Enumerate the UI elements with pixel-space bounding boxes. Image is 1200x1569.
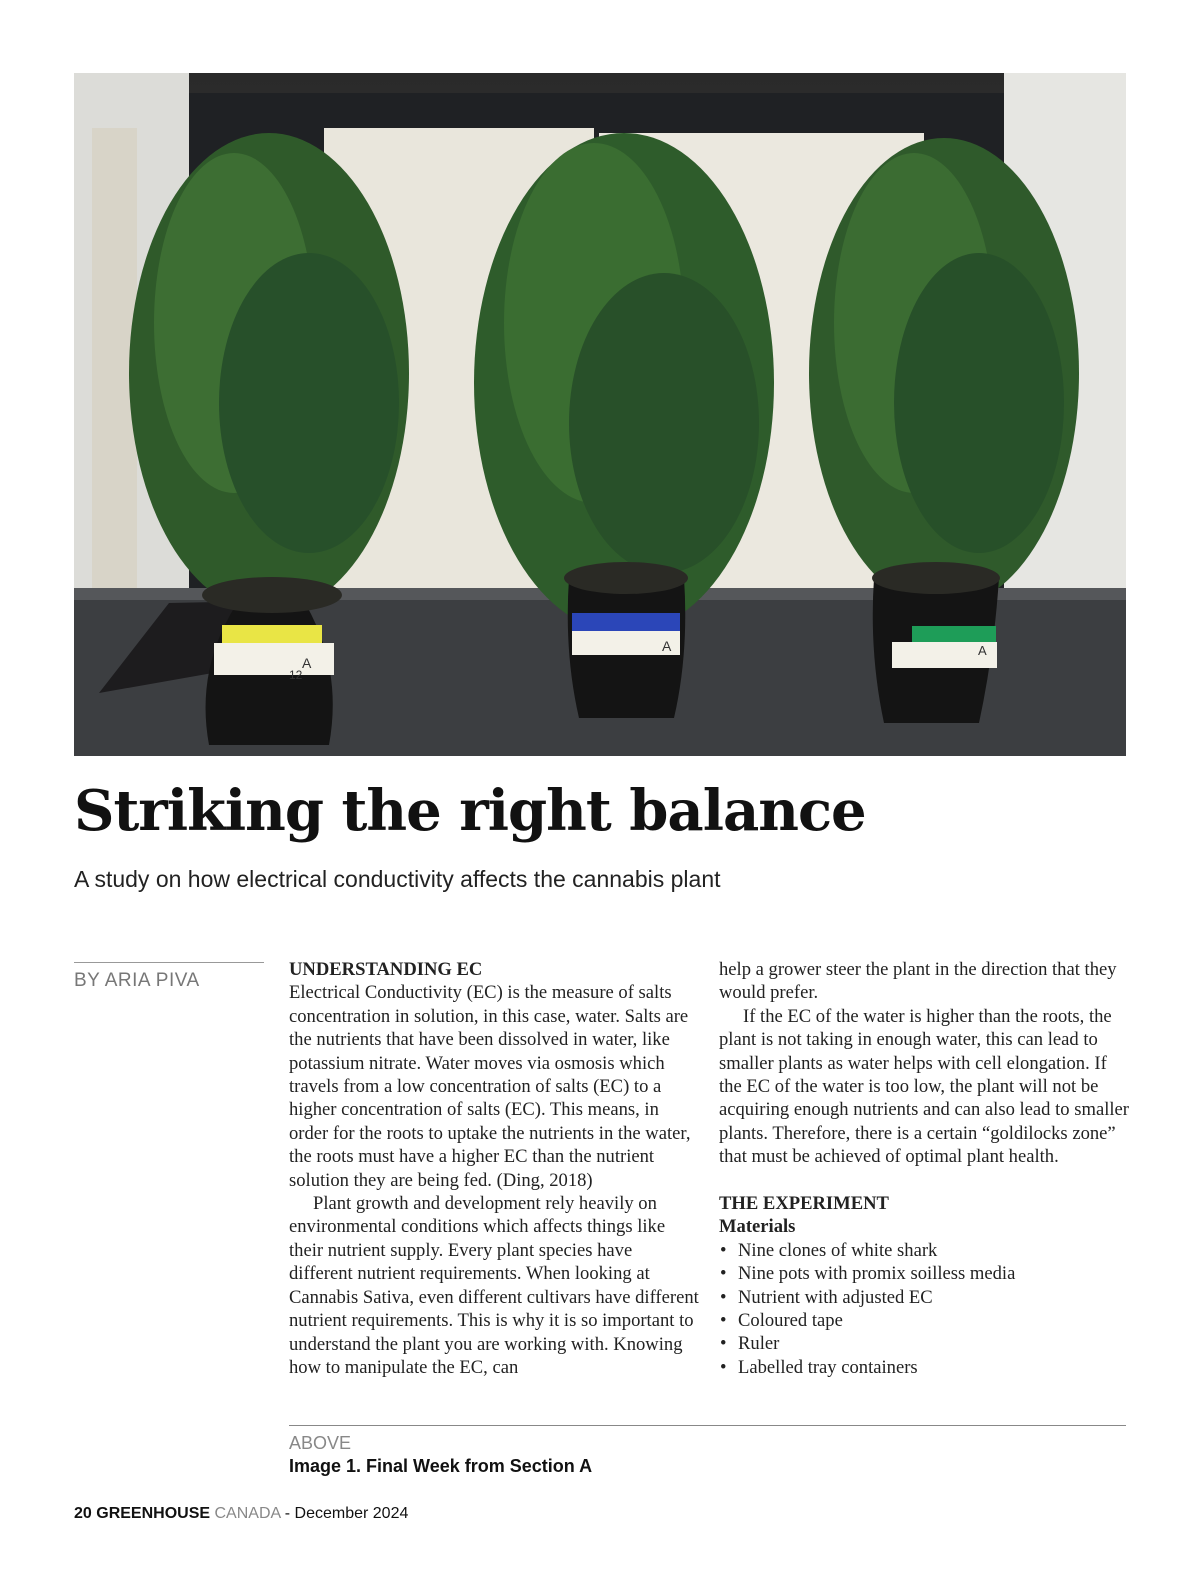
svg-text:A: A	[978, 643, 987, 658]
byline-divider	[74, 962, 264, 963]
caption-label: ABOVE	[289, 1433, 352, 1453]
article-subtitle: A study on how electrical conductivity affects the cannabis plant	[74, 866, 721, 892]
materials-list	[719, 1239, 1129, 1379]
section-heading-understanding-ec: UNDERSTANDING EC	[289, 959, 483, 980]
page-footer	[74, 1505, 408, 1523]
tape-yellow	[222, 625, 322, 643]
caption-divider	[289, 1425, 1126, 1426]
list-item: • Nine clones of white shark	[719, 1239, 1129, 1262]
paragraph: help a grower steer the plant in the direction that they would prefer.	[719, 959, 1117, 1004]
subheading-materials: Materials	[719, 1216, 796, 1238]
section-heading-the-experiment: THE EXPERIMENT	[719, 1193, 889, 1215]
list-item: • Nine pots with promix soilless media	[719, 1262, 1129, 1285]
byline: BY ARIA PIVA	[74, 970, 200, 991]
issue-date: - December 2024	[284, 1505, 409, 1522]
magazine-brand-light: CANADA	[214, 1505, 281, 1522]
article-photo	[74, 73, 1126, 756]
svg-text:A: A	[662, 638, 672, 654]
cannabis-plants-photo	[74, 73, 1126, 756]
column-left	[289, 958, 699, 1379]
page-number: 20	[74, 1505, 92, 1522]
list-item: • Labelled tray containers	[719, 1356, 1129, 1379]
caption-text: Image 1. Final Week from Section A	[289, 1456, 593, 1476]
column-right	[719, 958, 1129, 1379]
tape-green	[912, 626, 996, 642]
paragraph: Plant growth and development rely heavily on environmental conditions which affects things like their nutrient supply. Every plant species have different nutrient requirements. When looking at Cannabis Sativa, even different cultivars have different nutrient requirements. This is why it is so important to understand the plant you are working with. Knowing how to manipulate the EC, can	[289, 1193, 699, 1378]
paragraph: Electrical Conductivity (EC) is the measure of salts concentration in solution, in this case, water. Salts are the nutrients that have been dissolved in water, like potassium nitrate. Water moves via osmosis which travels from a low concentration of salts (EC) to a higher concentration of salts (EC). This means, in order for the roots to uptake the nutrients in the water, the roots must have a higher EC than the nutrient solution they are being fed. (Ding, 2018)	[289, 982, 691, 1191]
magazine-brand: GREENHOUSE	[96, 1505, 211, 1522]
svg-text:12: 12	[289, 668, 303, 682]
article-title: Striking the right balance	[74, 778, 866, 844]
list-item: • Coloured tape	[719, 1309, 1129, 1332]
list-item: • Ruler	[719, 1332, 1129, 1355]
paragraph: If the EC of the water is higher than the roots, the plant is not taking in enough water, this can lead to smaller plants as water helps with cell elongation. If the EC of the water is too low, the plant will not be acquiring enough nutrients and can also lead to smaller plants. Therefore, there is a certain “goldilocks zone” that must be achieved of optimal plant health.	[719, 1005, 1129, 1168]
svg-text:A: A	[302, 655, 312, 671]
list-item: • Nutrient with adjusted EC	[719, 1286, 1129, 1309]
tape-blue	[572, 613, 680, 631]
